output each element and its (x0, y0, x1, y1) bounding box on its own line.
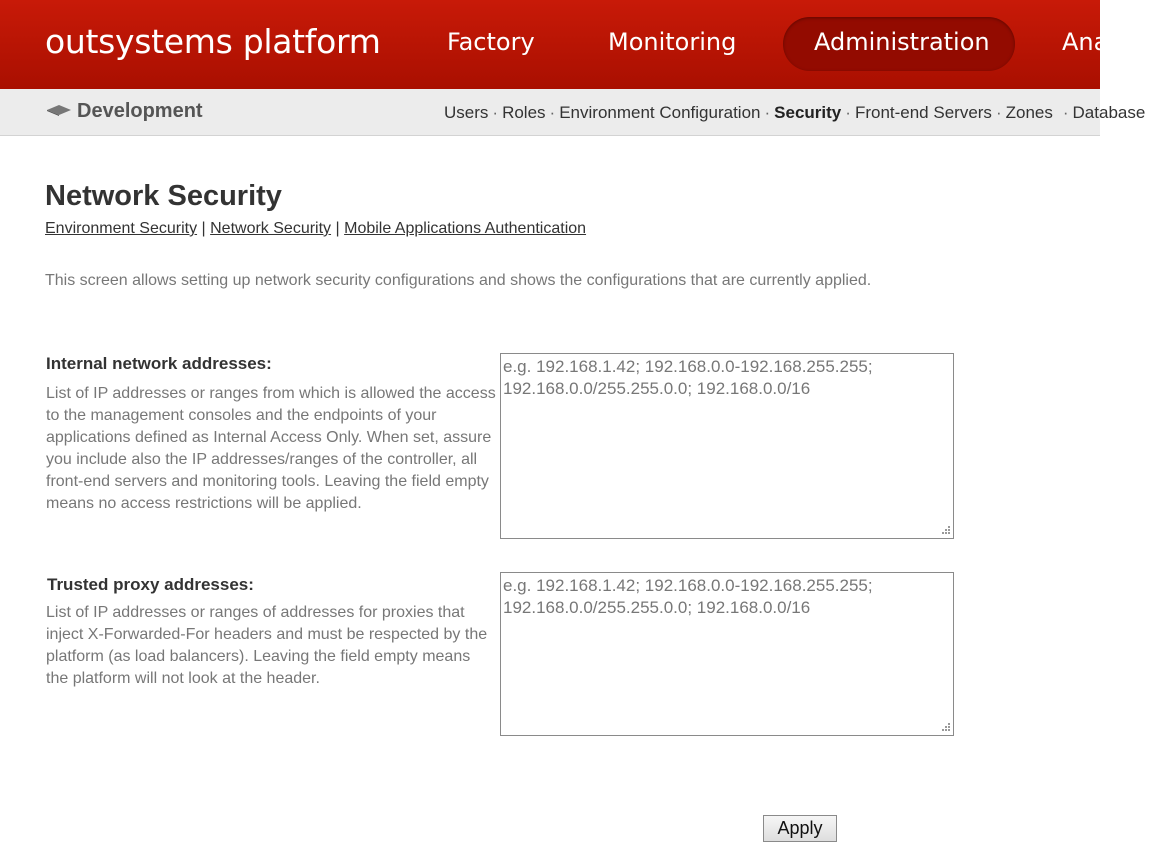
link-mobile-applications-authentication[interactable]: Mobile Applications Authentication (344, 220, 587, 237)
subnav-roles[interactable]: Roles (502, 103, 546, 122)
subnav-security[interactable]: Security (774, 103, 842, 122)
environment-label (46, 100, 203, 123)
subnav-separator: · (1062, 103, 1069, 122)
environment-icon (46, 100, 72, 123)
internal-addresses-description: List of IP addresses or ranges from which is allowed the access to the management consoles and the endpoints of your applications defined as Internal Access Only. When set, assure you include also the IP addresses/ranges of the controller, all front-end servers and monitoring tools. Leaving the field empty means no access restrictions will be applied. (46, 385, 496, 512)
subnav-database[interactable]: Database (1072, 103, 1146, 122)
link-environment-security[interactable]: Environment Security (45, 220, 198, 237)
internal-addresses-textarea[interactable] (500, 353, 954, 539)
apply-button[interactable]: Apply (763, 815, 837, 842)
link-separator: | (335, 220, 340, 237)
top-header (0, 0, 1171, 89)
subnav-separator: · (764, 103, 771, 122)
nav-administration[interactable]: Administration (814, 28, 990, 56)
subnav-separator: · (995, 103, 1002, 122)
resize-grip-icon[interactable] (941, 722, 951, 732)
subnav-environment-configuration[interactable]: Environment Configuration (559, 103, 761, 122)
link-network-security[interactable]: Network Security (210, 220, 332, 237)
nav-monitoring[interactable]: Monitoring (608, 28, 737, 56)
brand-logo[interactable]: outsystems platform (45, 22, 381, 61)
security-section-links (45, 220, 586, 238)
nav-factory[interactable]: Factory (447, 28, 535, 56)
page-title: Network Security (45, 180, 282, 212)
subnav-separator: · (492, 103, 499, 122)
admin-subnav-bar (0, 89, 1146, 136)
proxy-addresses-description: List of IP addresses or ranges of addresses for proxies that inject X-Forwarded-For headers and must be respected by the platform (as load balancers). Leaving the field empty means the platform will not look at the header. (46, 604, 488, 687)
subnav-users[interactable]: Users (444, 103, 489, 122)
resize-grip-icon[interactable] (941, 525, 951, 535)
subnav-separator: · (549, 103, 556, 122)
subnav-separator: · (845, 103, 851, 122)
internal-addresses-label: Internal network addresses: (46, 354, 272, 373)
subnav-front-end-servers[interactable]: Front-end Servers (854, 103, 992, 122)
proxy-addresses-textarea[interactable] (500, 572, 954, 736)
link-separator: | (201, 220, 206, 237)
subnav-zones[interactable]: Zones (1005, 103, 1053, 122)
proxy-addresses-label: Trusted proxy addresses: (47, 575, 254, 594)
nav-analytics[interactable]: Analytics (1062, 28, 1171, 56)
intro-text: This screen allows setting up network security configurations and shows the configurations that are currently applied. (45, 272, 872, 289)
admin-subnav (444, 103, 1145, 123)
environment-name: Development (77, 100, 203, 122)
